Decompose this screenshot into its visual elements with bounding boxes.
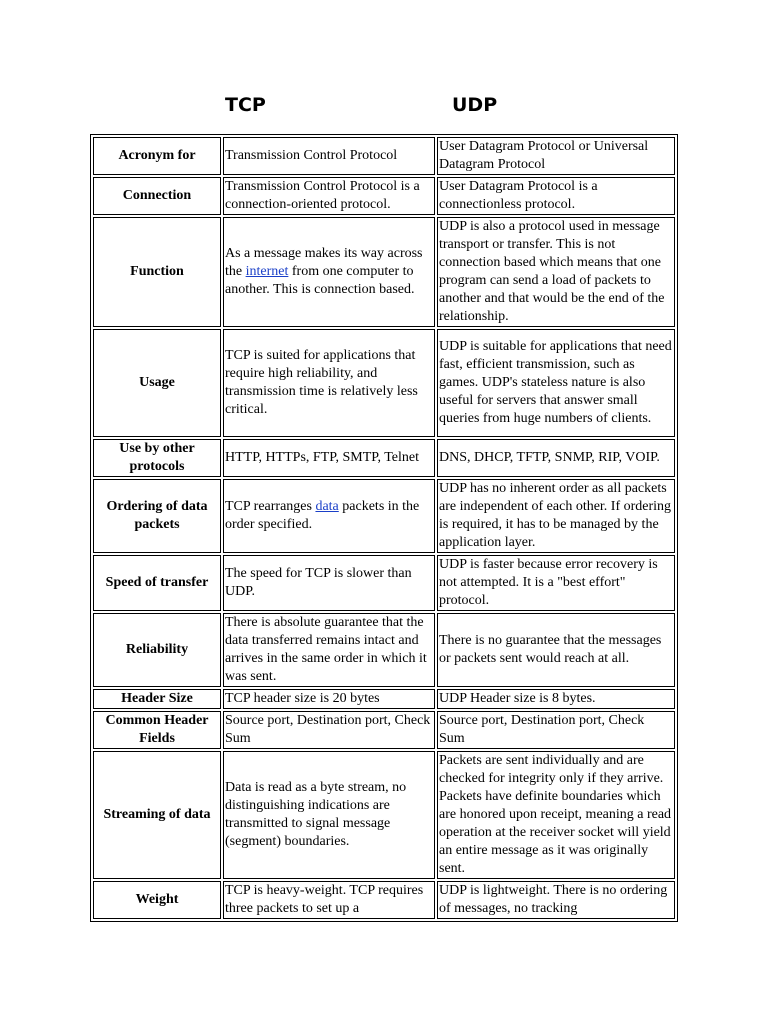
tcp-cell: HTTP, HTTPs, FTP, SMTP, Telnet xyxy=(223,439,435,477)
table-row xyxy=(93,479,675,553)
tcp-column-heading: TCP xyxy=(225,94,266,116)
udp-column-heading: UDP xyxy=(452,94,498,116)
udp-cell: UDP is suitable for applications that need fast, efficient transmission, such as games. UDP's stateless nature is also useful for servers that answer small queries from huge numbers of clients. xyxy=(437,329,675,437)
table-row xyxy=(93,881,675,919)
udp-cell: User Datagram Protocol or Universal Datagram Protocol xyxy=(437,137,675,175)
tcp-cell: The speed for TCP is slower than UDP. xyxy=(223,555,435,611)
row-label: Function xyxy=(93,217,221,327)
tcp-cell: Source port, Destination port, Check Sum xyxy=(223,711,435,749)
comparison-table xyxy=(90,134,678,922)
udp-cell: Packets are sent individually and are checked for integrity only if they arrive. Packets have definite boundaries which are honored upon receipt, meaning a read operation at the receiver socket will yield an entire message as it was originally sent. xyxy=(437,751,675,879)
row-label: Acronym for xyxy=(93,137,221,175)
row-label: Reliability xyxy=(93,613,221,687)
data-link[interactable]: data xyxy=(315,499,339,514)
table-row xyxy=(93,613,675,687)
udp-cell: User Datagram Protocol is a connectionless protocol. xyxy=(437,177,675,215)
tcp-cell: Data is read as a byte stream, no distinguishing indications are transmitted to signal message (segment) boundaries. xyxy=(223,751,435,879)
tcp-cell: TCP rearranges data packets in the order specified. xyxy=(223,479,435,553)
row-label: Use by other protocols xyxy=(93,439,221,477)
tcp-cell: Transmission Control Protocol xyxy=(223,137,435,175)
tcp-cell: TCP is heavy-weight. TCP requires three packets to set up a xyxy=(223,881,435,919)
udp-cell: Source port, Destination port, Check Sum xyxy=(437,711,675,749)
table-row xyxy=(93,217,675,327)
table-row xyxy=(93,137,675,175)
tcp-cell: As a message makes its way across the internet from one computer to another. This is connection based. xyxy=(223,217,435,327)
udp-cell: DNS, DHCP, TFTP, SNMP, RIP, VOIP. xyxy=(437,439,675,477)
udp-cell: UDP is also a protocol used in message transport or transfer. This is not connection based which means that one program can send a load of packets to another and that would be the end of the relationship. xyxy=(437,217,675,327)
row-label: Ordering of data packets xyxy=(93,479,221,553)
table-row xyxy=(93,711,675,749)
table-row xyxy=(93,329,675,437)
tcp-cell: There is absolute guarantee that the data transferred remains intact and arrives in the same order in which it was sent. xyxy=(223,613,435,687)
table-row xyxy=(93,439,675,477)
tcp-cell: TCP is suited for applications that require high reliability, and transmission time is relatively less critical. xyxy=(223,329,435,437)
row-label: Weight xyxy=(93,881,221,919)
row-label: Connection xyxy=(93,177,221,215)
udp-cell: UDP is faster because error recovery is not attempted. It is a "best effort" protocol. xyxy=(437,555,675,611)
internet-link[interactable]: internet xyxy=(245,264,289,279)
udp-cell: UDP is lightweight. There is no ordering of messages, no tracking xyxy=(437,881,675,919)
row-label: Streaming of data xyxy=(93,751,221,879)
table-row xyxy=(93,555,675,611)
udp-cell: UDP Header size is 8 bytes. xyxy=(437,689,675,709)
row-label: Usage xyxy=(93,329,221,437)
table-row xyxy=(93,751,675,879)
row-label: Common Header Fields xyxy=(93,711,221,749)
row-label: Speed of transfer xyxy=(93,555,221,611)
tcp-cell: TCP header size is 20 bytes xyxy=(223,689,435,709)
table-row xyxy=(93,177,675,215)
table-row xyxy=(93,689,675,709)
row-label: Header Size xyxy=(93,689,221,709)
udp-cell: UDP has no inherent order as all packets are independent of each other. If ordering is required, it has to be managed by the application layer. xyxy=(437,479,675,553)
udp-cell: There is no guarantee that the messages or packets sent would reach at all. xyxy=(437,613,675,687)
tcp-cell: Transmission Control Protocol is a connection-oriented protocol. xyxy=(223,177,435,215)
